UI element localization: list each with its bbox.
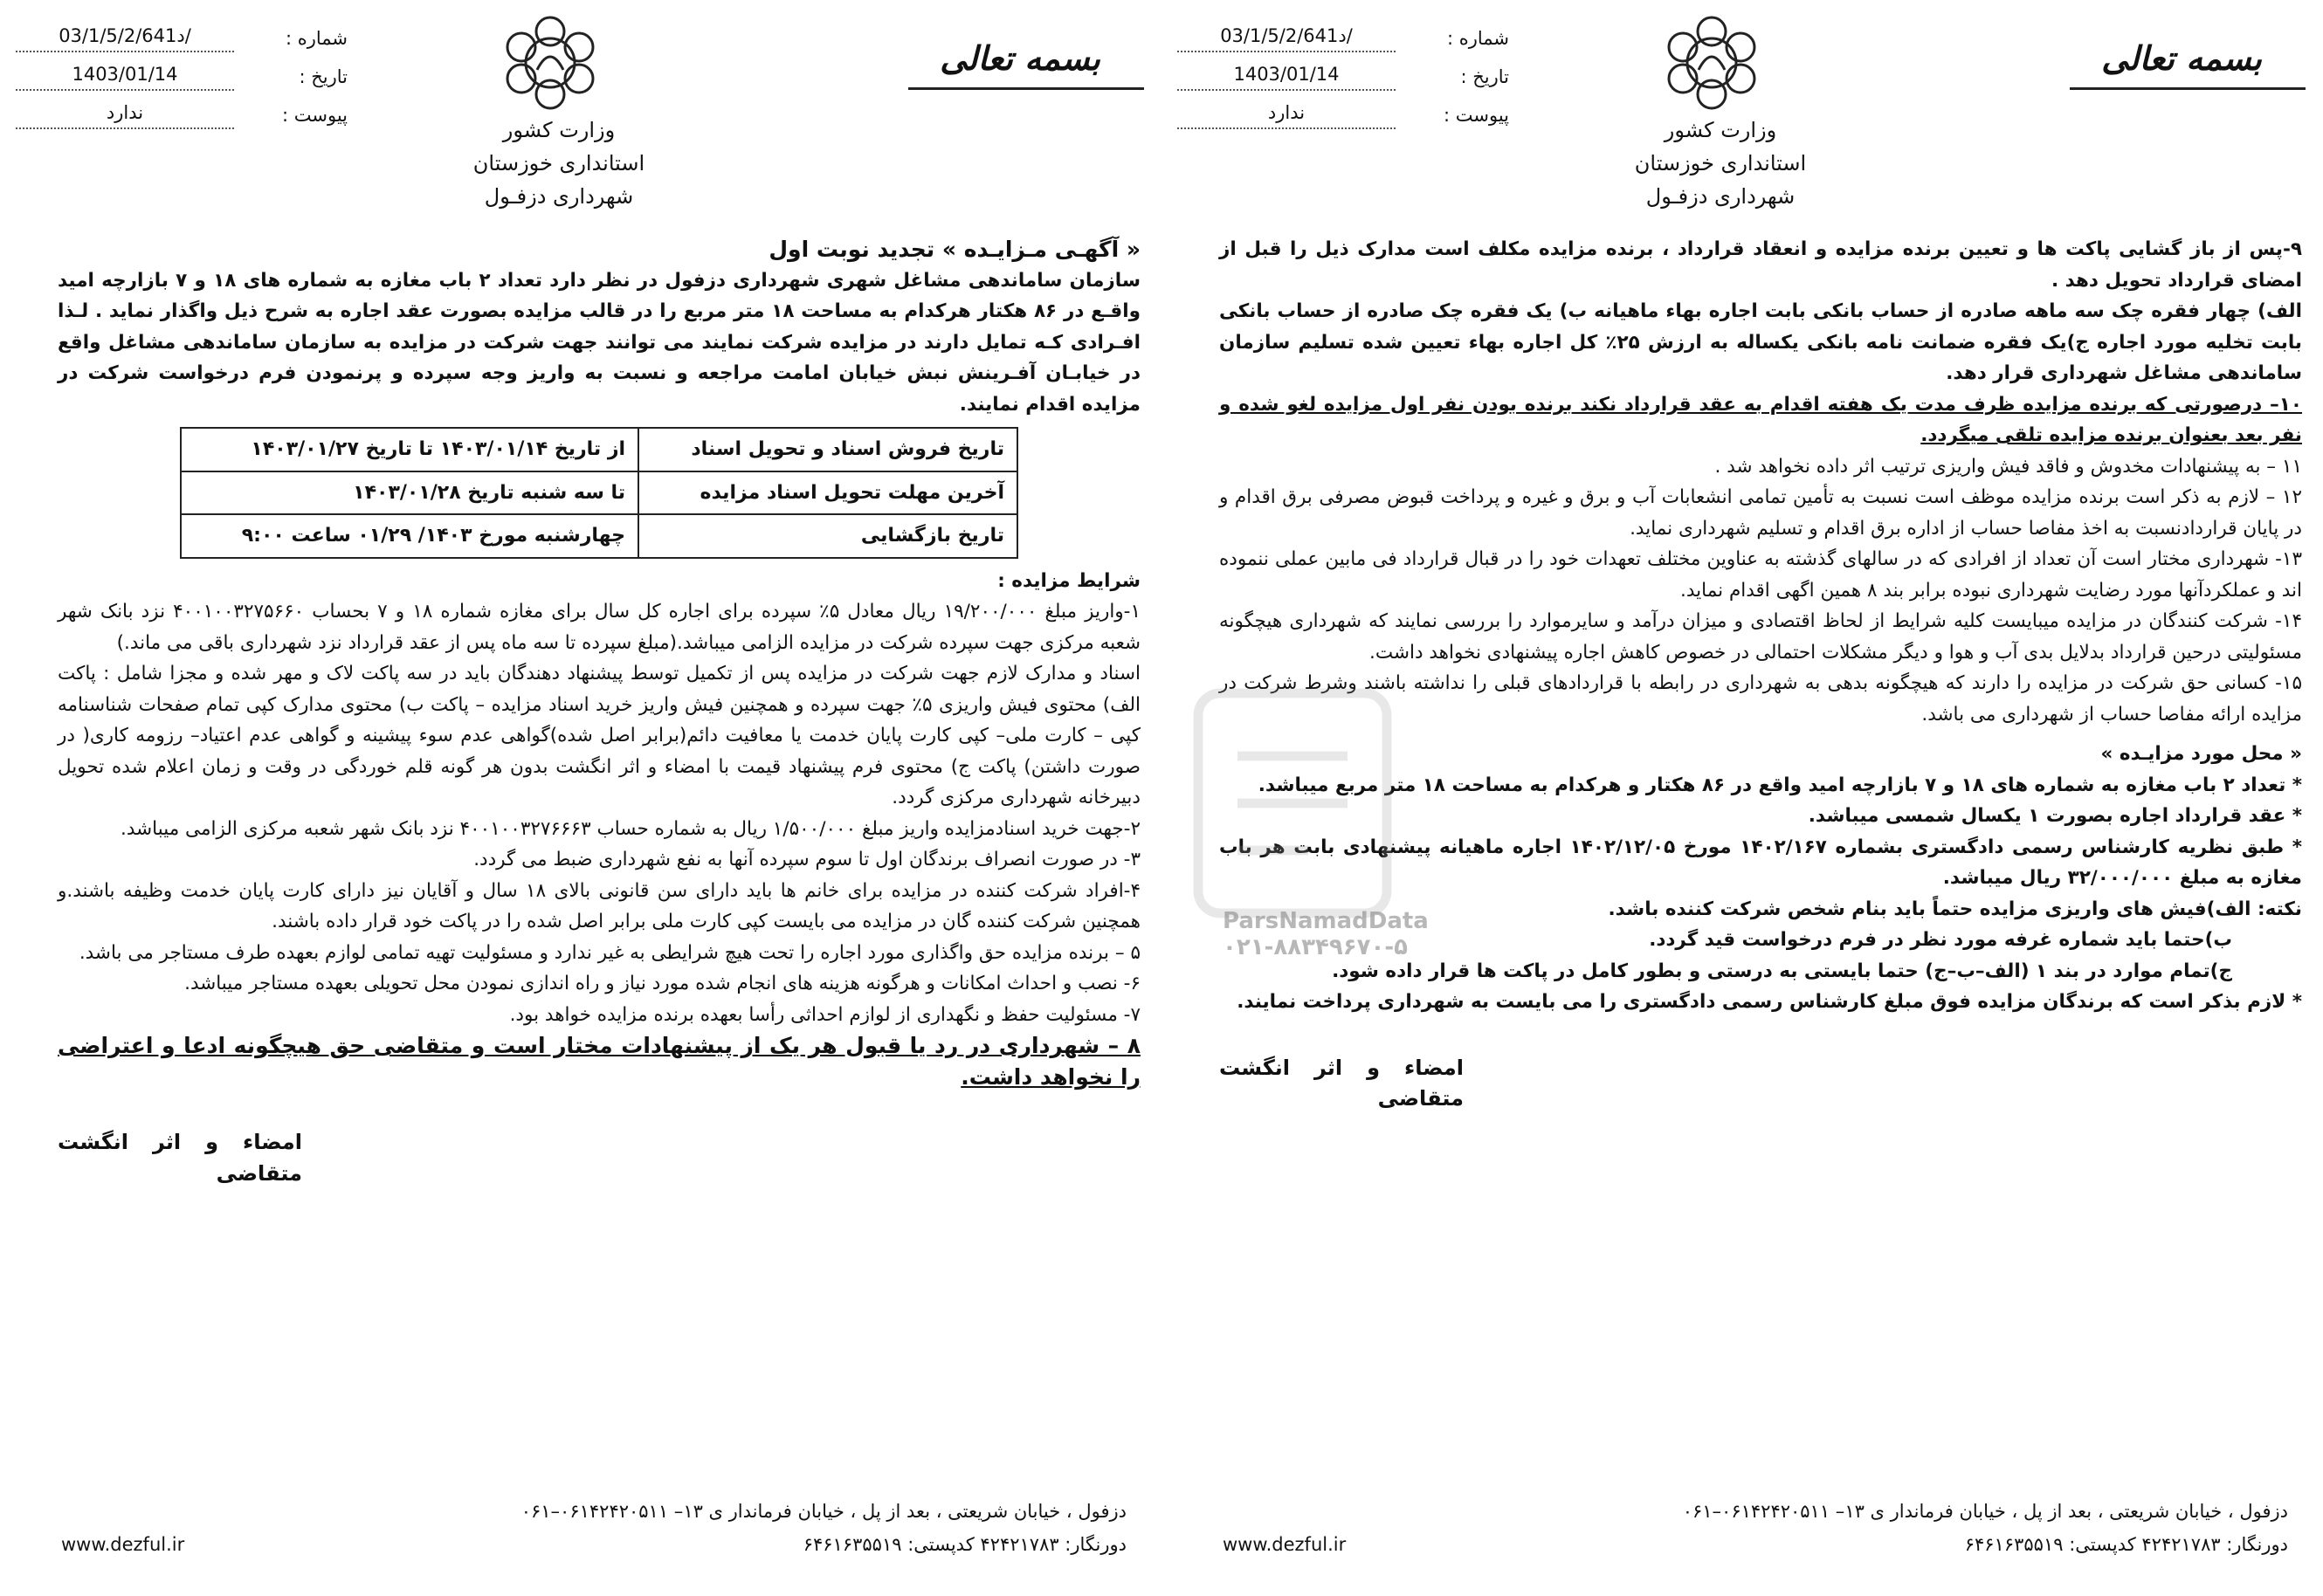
location-3: * طبق نظریه کارشناس رسمی دادگستری بشماره ۱۴۰۲/۱۶۷ مورخ ۱۴۰۲/۱۲/۰۵ اجاره ماهیانه پیشنهادی بابت هر باب مغازه به مبلغ ۳۲/۰۰۰/۰۰۰ ریال میباشد.: [1219, 836, 2302, 889]
footer-address: دزفول ، خیابان شریعتی ، بعد از پل ، خیابان فرماندار ی ۱۳– ۰۶۱۴۲۴۲۰۵۱۱–۰۶۱: [520, 1501, 1127, 1522]
note-1: الف)فیش های واریزی مزایده حتماً باید بنام شخص شرکت کننده باشد.: [1608, 898, 2251, 920]
number-label: شماره :: [1446, 28, 1509, 49]
condition-8: ۸ – شهرداری در رد یا قبول هر یک از پیشنهادات مختار است و متقاضی حق هیچگونه ادعا و اعتراضی را نخواهد داشت.: [58, 1033, 1141, 1090]
schedule-value: تا سه شنبه تاریخ ۱۴۰۳/۰۱/۲۸: [181, 471, 638, 515]
footer-fax: دورنگار: ۴۲۴۲۱۷۸۳ کدپستی: ۶۴۶۱۶۳۵۵۱۹: [1964, 1534, 2288, 1555]
footer: [61, 1495, 1127, 1561]
attachment-value: ندارد: [16, 98, 234, 129]
ministry-block: [454, 114, 664, 213]
condition-14: ۱۴- شرکت کنندگان در مزایده میبایست کلیه شرایط از لحاظ اقتصادی و میزان درآمد و سایرموارد را بررسی نمایند که شهرداری هیچگونه مسئولیتی درحین قرارداد بدلایل بدی آب و هوا و دیگر مشکلات احتمالی در خصوص کاهش اجاره پیشنهادی نخواهد داشت.: [1219, 610, 2302, 664]
schedule-label: تاریخ فروش اسناد و تحویل اسناد: [638, 428, 1017, 471]
location-2: * عقد قرارداد اجاره بصورت ۱ یکسال شمسی میباشد.: [1808, 805, 2302, 827]
condition-10: ۱۰– درصورتی که برنده مزایده ظرف مدت یک هفته اقدام به عقد قرارداد نکند برنده بودن نفر اول مزایده لغو شده و نفر بعد بعنوان برنده مزایده تلقی میگردد.: [1219, 393, 2302, 446]
ministry-line: شهرداری دزفـول: [1645, 184, 1796, 209]
ministry-line: استانداری خوزستان: [472, 151, 645, 175]
notice-intro: سازمان ساماندهی مشاغل شهری شهرداری دزفول در نظر دارد تعداد ۲ باب مغازه به شماره های ۱۸ و ۷ بازارچه امید واقـع در ۸۶ هکتار هرکدام به مساحت ۱۸ متر مربع را در قالب مزایده بصورت عقد اجاره به شرح ذیل واگذار نماید . لـذا افـرادی کـه تمایل دارند در مزایده شرکت نمایند می توانند جهت شرکت در مزایده به سازمان ساماندهی مشاغل واقع در خیابـان آفـرینش نبش خیابان امامت مراجعه و نسبت به واریز وجه سپرده و پرنمودن فرم درخواست شرکت در مزایده اقدام نمایند.: [58, 269, 1141, 416]
ministry-line: وزارت کشور: [502, 118, 616, 142]
signature-label: امضاء و اثر انگشت متقاضی: [1219, 1055, 1464, 1111]
letter-meta: [1177, 21, 1509, 136]
attachment-label: پیوست :: [1444, 105, 1509, 126]
dezful-municipality-logo-icon: [1651, 9, 1773, 122]
conditions-title: شرایط مزایده :: [997, 569, 1141, 592]
condition-5: ۵ – برنده مزایده حق واگذاری مورد اجاره را تحت هیچ شرایطی به غیر ندارد و مسئولیت تهیه تمامی لوازم بعهده طرف مستاجر می باشد.: [79, 941, 1141, 964]
ministry-block: [1616, 114, 1825, 213]
attachment-value: ندارد: [1177, 98, 1396, 129]
footer: [1223, 1495, 2288, 1561]
condition-6: ۶- نصب و احداث امکانات و هرگونه هزینه های انجام شده مورد نیاز و راه اندازی نمودن محل تحویلی بعهده مستاجر میباشد.: [184, 973, 1141, 994]
footer-fax: دورنگار: ۴۲۴۲۱۷۸۳ کدپستی: ۶۴۶۱۶۳۵۵۱۹: [803, 1534, 1127, 1555]
attachment-label: پیوست :: [282, 105, 348, 126]
left-content: [58, 234, 1141, 1189]
bismillah-underline: [908, 87, 1144, 90]
condition-11: ۱۱ – به پیشنهادات مخدوش و فاقد فیش واریزی ترتیب اثر داده نخواهد شد .: [1714, 455, 2302, 478]
date-label: تاریخ :: [1460, 66, 1509, 87]
note-2: ب)حتما باید شماره غرفه مورد نظر در فرم درخواست قید گردد.: [1649, 929, 2232, 951]
schedule-value: چهارشنبه مورخ ۱۴۰۳/ ۰۱/۲۹ ساعت ۹:۰۰: [181, 514, 638, 558]
condition-9-items: الف) چهار فقره چک سه ماهه صادره از حساب بانکی بابت اجاره بهاء ماهیانه ب) یک فقره چک صادره از حساب بانکی بابت تخلیه مورد اجاره ج)یک فقره ضمانت نامه بانکی یکساله به ارزش ۲۵٪ کل اجاره بهاء تعیین شده تسلیم سازمان ساماندهی مشاغل شهرداری قرار دهد.: [1219, 300, 2303, 384]
schedule-label: آخرین مهلت تحویل اسناد مزایده: [638, 471, 1017, 515]
note-3: ج)تمام موارد در بند ۱ (الف–ب–ج) حتما بایستی به درستی و بطور کامل در پاکت ها قرار داده شود.: [1332, 960, 2232, 982]
condition-13: ۱۳- شهرداری مختار است آن تعداد از افرادی که در سالهای گذشته به عناوین مختلف تعهدات خود را در قبال قرارداد فی مابین عملی ننموده اند و عملکردآنها مورد رضایت شهرداری نبوده برابر بند ۸ همین اگهی اقدام نماید.: [1219, 548, 2302, 602]
number-value: 03/1/5/2/641د/: [1177, 21, 1396, 52]
ministry-line: وزارت کشور: [1664, 118, 1777, 142]
table-row: [181, 428, 1017, 471]
schedule-label: تاریخ بازگشایی: [638, 514, 1017, 558]
table-row: [181, 471, 1017, 515]
condition-2: ۲-جهت خرید اسنادمزایده واریز مبلغ ۱/۵۰۰/۰۰۰ ریال به شماره حساب ۴۰۰۱۰۰۳۲۷۶۶۶۳ نزد بانک شهر شعبه مرکزی الزامی میباشد.: [121, 817, 1141, 840]
schedule-value: از تاریخ ۱۴۰۳/۰۱/۱۴ تا تاریخ ۱۴۰۳/۰۱/۲۷: [181, 428, 638, 471]
condition-1: ۱-واریز مبلغ ۱۹/۲۰۰/۰۰۰ ریال معادل ۵٪ سپرده برای اجاره کل سال برای مغازه شماره ۱۸ و ۷ بحساب ۴۰۰۱۰۰۳۲۷۵۶۶۰ نزد بانک شهر شعبه مرکزی جهت سپرده شرکت در مزایده الزامی میباشد.(مبلغ سپرده تا سه ماه پس از عقد قرارداد نزد شهرداری باقی می ماند.): [58, 601, 1141, 654]
letter-meta: [16, 21, 348, 136]
location-title: « محل مورد مزایـده »: [2100, 743, 2302, 765]
ministry-line: استانداری خوزستان: [1634, 151, 1807, 175]
bismillah-underline: [2070, 87, 2306, 90]
ministry-line: شهرداری دزفـول: [484, 184, 634, 209]
table-row: [181, 514, 1017, 558]
note-label: نکته:: [2258, 898, 2302, 920]
condition-12: ۱۲ – لازم به ذکر است برنده مزایده موظف است نسبت به تأمین تمامی انشعابات آب و برق و غیره و پرداخت قبوض مصرفی برق اقدام و در پایان قراردادنسبت به اخذ مفاصا حساب از اداره برق اقدام و تسلیم شهرداری نماید.: [1219, 486, 2302, 540]
footer-website[interactable]: www.dezful.ir: [61, 1534, 185, 1555]
condition-7: ۷- مسئولیت حفظ و نگهداری از لوازم احداثی رأسا بعهده برنده مزایده خواهد بود.: [509, 1003, 1141, 1026]
dezful-municipality-logo-icon: [489, 9, 611, 122]
condition-1-documents: اسناد و مدارک لازم جهت شرکت در مزایده پس از تکمیل توسط پیشنهاد دهندگان باید در سه پاکت لاک و مهر شده و مجزا شامل : پاکت الف) محتوی فیش واریزی ۵٪ جهت سپرده و همچنین فیش واریز خرید اسناد مزایده – پاکت ب) محتوی مدارک کپی تمام صفحات شناسنامه کپی – کارت ملی– کپی کارت پایان خدمت یا معافیت دائم(برابر اصل شده)گواهی عدم سوء پیشینه و گواهی عدم اعتیاد– رزومه کاری( در صورت داشتن) پاکت ج) محتوی فرم پیشنهاد قیمت با امضاء و اثر انگشت بدون هر گونه قلم خوردگی در وقت و زمان اعلام شده تحویل دبیرخانه شهرداری مرکزی گردد.: [58, 663, 1141, 808]
footer-address: دزفول ، خیابان شریعتی ، بعد از پل ، خیابان فرماندار ی ۱۳– ۰۶۱۴۲۴۲۰۵۱۱–۰۶۱: [1682, 1501, 2288, 1522]
date-value: 1403/01/14: [1177, 59, 1396, 91]
date-value: 1403/01/14: [16, 59, 234, 91]
condition-15: ۱۵- کسانی حق شرکت در مزایده را دارند که هیچگونه بدهی به شهرداری در رابطه با قراردادهای قبلی را نداشته باشند وشرط شرکت در مزایده ارائه مفاصا حساب از شهرداری می باشد.: [1219, 672, 2302, 726]
number-label: شماره :: [285, 28, 348, 49]
number-value: 03/1/5/2/641د/: [16, 21, 234, 52]
bismillah: بسمه تعالی: [940, 38, 1100, 78]
location-4: * لازم بذکر است که برندگان مزایده فوق مبلغ کارشناس رسمی دادگستری را می بایست به شهرداری پرداخت نمایند.: [1237, 991, 2302, 1013]
condition-3: ۳- در صورت انصراف برندگان اول تا سوم سپرده آنها به نفع شهرداری ضبط می گردد.: [473, 849, 1141, 870]
bismillah: بسمه تعالی: [2101, 38, 2262, 78]
notice-title: « آگهـی مـزایـده » تجدید نوبت اول: [769, 237, 1141, 262]
condition-9: ۹-پس از باز گشایی پاکت ها و تعیین برنده مزایده و انعقاد قرارداد ، برنده مزایده مکلف است مدارک ذیل را قبل از امضای قرارداد تحویل دهد .: [1219, 238, 2302, 292]
watermark-text: ParsNamadData ۰۲۱-۸۸۳۴۹۶۷۰-۵: [1223, 908, 1429, 960]
signature-label: امضاء و اثر انگشت متقاضی: [58, 1130, 302, 1186]
condition-4: ۴-افراد شرکت کننده در مزایده برای خانم ها باید دارای سن قانونی بالای ۱۸ سال و آقایان نیز دارای کارت پایان خدمت وظیفه باشند.و همچنین شرکت کننده گان در مزایده می بایست کپی کارت ملی برابر اصل شده را در پاکت خود قرار داده باشند.: [58, 879, 1141, 932]
footer-website[interactable]: www.dezful.ir: [1223, 1534, 1347, 1555]
schedule-table: [180, 427, 1018, 559]
location-1: * تعداد ۲ باب مغازه به شماره های ۱۸ و ۷ بازارچه امید واقع در ۸۶ هکتار و هرکدام به مساحت ۱۸ متر مربع میباشد.: [1258, 774, 2302, 796]
date-label: تاریخ :: [299, 66, 348, 87]
